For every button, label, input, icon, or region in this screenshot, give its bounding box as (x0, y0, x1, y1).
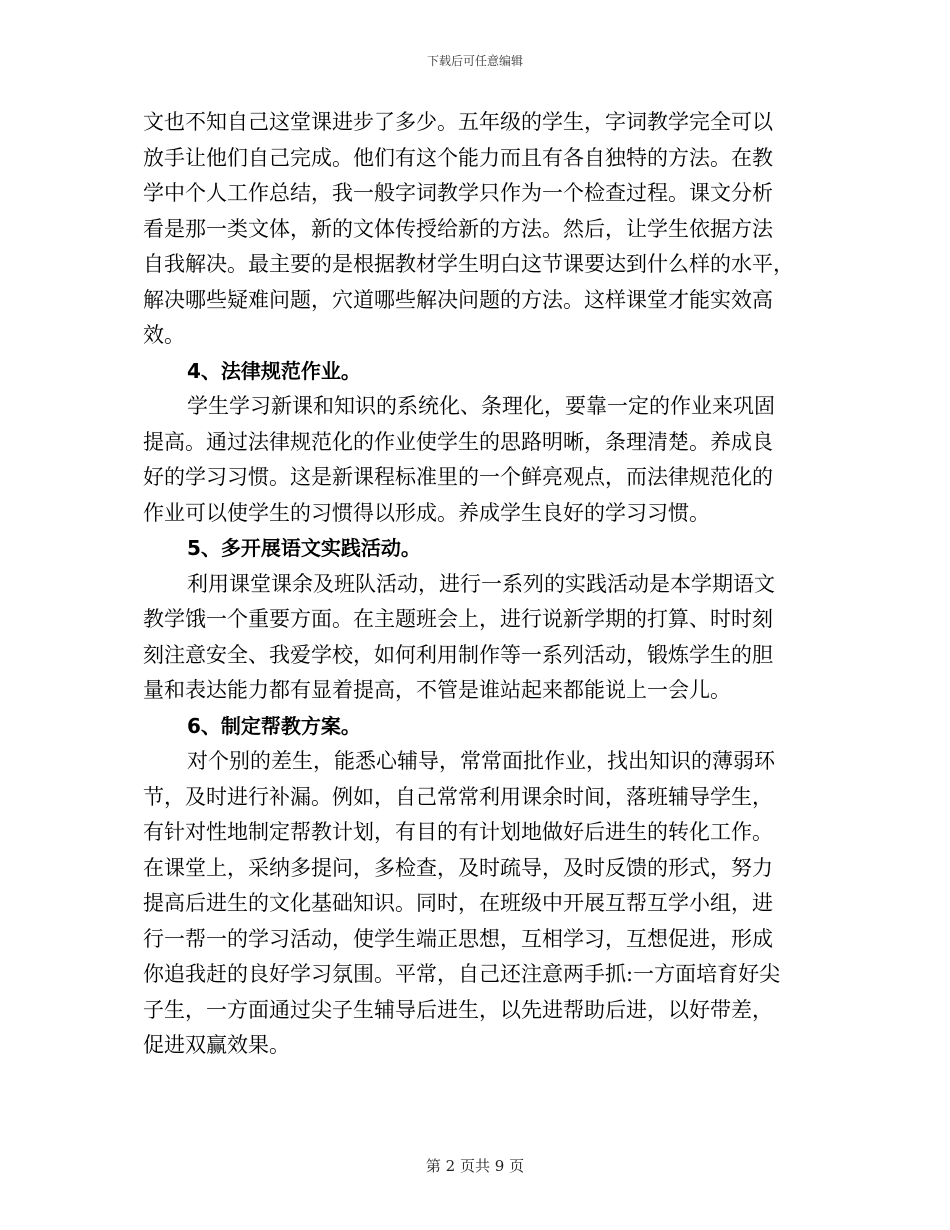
text-line: 提高后进生的文化基础知识。同时，在班级中开展互帮互学小组，进 (143, 891, 773, 915)
text-line: 学中个人工作总结，我一般字词教学只作为一个检查过程。课文分析 (143, 181, 773, 205)
text-line: 作业可以使学生的习惯得以形成。养成学生良好的学习习惯。 (143, 500, 710, 525)
text-line: 效。 (143, 323, 185, 347)
text-line: 解决哪些疑难问题，穴道哪些解决问题的方法。这样课堂才能实效高 (143, 287, 773, 312)
text-line: 放手让他们自己完成。他们有这个能力而且有各自独特的方法。在教 (143, 145, 773, 170)
text-line: 子生，一方面通过尖子生辅导后进生，以先进帮助后进，以好带差， (143, 997, 773, 1022)
text-line: 利用课堂课余及班队活动，进行一系列的实践活动是本学期语文 (187, 571, 775, 596)
text-line: 学生学习新课和知识的系统化、条理化，要靠一定的作业来巩固 (187, 394, 775, 418)
text-line: 提高。通过法律规范化的作业使学生的思路明晰，条理清楚。养成良 (143, 429, 773, 454)
text-line: 节，及时进行补漏。例如，自己常常利用课余时间，落班辅导学生， (143, 784, 773, 809)
text-line: 你追我赶的良好学习氛围。平常，自己还注意两手抓:一方面培育好尖 (143, 962, 781, 986)
section-heading: 5、多开展语文实践活动。 (187, 536, 421, 560)
page-footer: 第 2 页共 9 页 (425, 1157, 525, 1175)
text-line: 量和表达能力都有显着提高，不管是谁站起来都能说上一会儿。 (143, 678, 731, 702)
text-line: 刻注意安全、我爱学校，如何利用制作等一系列活动，锻炼学生的胆 (143, 642, 773, 667)
text-line: 行一帮一的学习活动，使学生端正思想，互相学习，互想促进，形成 (143, 926, 773, 951)
text-line: 教学饿一个重要方面。在主题班会上，进行说新学期的打算、时时刻 (143, 607, 773, 631)
section-heading: 6、制定帮教方案。 (187, 713, 361, 738)
text-line: 好的学习习惯。这是新课程标准里的一个鲜亮观点，而法律规范化的 (143, 465, 773, 489)
text-line: 促进双赢效果。 (143, 1033, 290, 1057)
text-line: 对个别的差生，能悉心辅导，常常面批作业，找出知识的薄弱环 (187, 749, 775, 773)
body-text (143, 106, 809, 1065)
text-line: 自我解决。最主要的是根据教材学生明白这节课要达到什么样的水平， (143, 252, 794, 276)
text-line: 文也不知自己这堂课进步了多少。五年级的学生，字词教学完全可以 (143, 110, 773, 134)
section-heading: 4、法律规范作业。 (187, 358, 361, 383)
text-line: 看是那一类文体，新的文体传授给新的方法。然后，让学生依据方法 (143, 216, 773, 241)
text-line: 在课堂上，采纳多提问，多检查，及时疏导，及时反馈的形式，努力 (143, 855, 773, 880)
page-header: 下载后可任意编辑 (426, 54, 523, 68)
text-line: 有针对性地制定帮教计划，有目的有计划地做好后进生的转化工作。 (143, 820, 773, 844)
